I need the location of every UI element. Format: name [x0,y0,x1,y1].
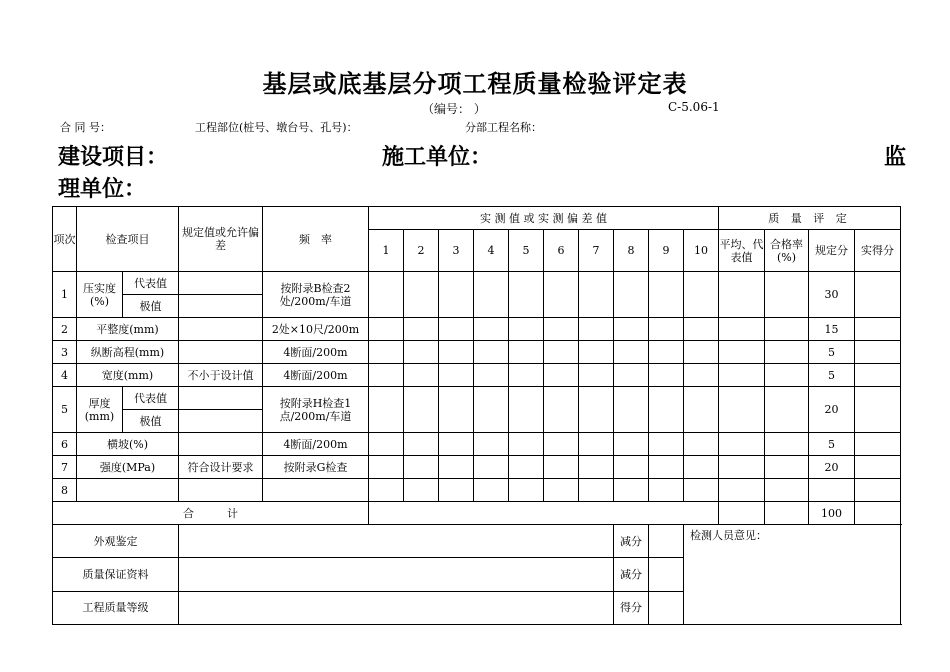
row-frequency[interactable] [263,479,369,502]
row-frequency: 按附录G检查 [263,456,369,479]
measure-cell[interactable] [649,433,684,456]
header-item: 检查项目 [77,207,179,272]
row-seq: 4 [53,364,77,387]
row-item: 横坡(%) [77,433,179,456]
measure-cell[interactable] [439,433,474,456]
measure-cell[interactable] [544,387,579,433]
measure-cell[interactable] [544,364,579,387]
measure-cell[interactable] [439,387,474,433]
measure-cell[interactable] [544,272,579,318]
measure-cell[interactable] [404,364,439,387]
spec-cell[interactable] [179,387,263,410]
contract-no-label: 合 同 号： [60,121,111,134]
measure-cell[interactable] [474,364,509,387]
measure-cell[interactable] [369,272,404,318]
measure-cell[interactable] [509,364,544,387]
header-measured: 实 测 值 或 实 测 偏 差 值 [369,207,719,230]
header-actual-score: 实得分 [855,230,901,272]
row-frequency: 4断面/200m [263,433,369,456]
measure-cell[interactable] [544,433,579,456]
spec-cell[interactable] [179,295,263,318]
spec-score-cell: 5 [809,364,855,387]
header-spec-score: 规定分 [809,230,855,272]
form-title: 基层或底基层分项工程质量检验评定表 [262,69,688,98]
measure-cell[interactable] [404,272,439,318]
measure-cell[interactable] [369,456,404,479]
spec-score-cell: 5 [809,433,855,456]
measure-cell[interactable] [544,318,579,341]
row-subitem: 代表值 [123,387,179,410]
measure-cell[interactable] [684,387,719,433]
supervisor-label-start: 监 [884,144,907,170]
row-item: 厚度(mm) [77,387,123,433]
total-label: 合 计 [53,502,369,525]
form-code: C-5.06-1 [668,100,720,114]
measure-cell[interactable] [684,318,719,341]
measure-cell[interactable] [684,479,719,502]
measure-cell[interactable] [614,479,649,502]
measure-cell[interactable] [404,456,439,479]
inspector-opinion[interactable]: 检测人员意见： [684,525,901,625]
appearance-deduct-label: 减分 [614,525,649,558]
measure-cell[interactable] [474,341,509,364]
spec-cell[interactable] [179,433,263,456]
measure-cell[interactable] [579,364,614,387]
actual-score-cell[interactable] [855,387,901,433]
measure-cell[interactable] [614,318,649,341]
row-item[interactable] [77,479,179,502]
measure-cell[interactable] [474,318,509,341]
measure-cell[interactable] [544,456,579,479]
measure-cell[interactable] [404,341,439,364]
row-frequency: 2处×10尺/200m [263,318,369,341]
spec-score-cell[interactable] [809,479,855,502]
row-item: 宽度(mm) [77,364,179,387]
header-pass-rate: 合格率(%) [765,230,809,272]
measure-cell[interactable] [579,479,614,502]
row-frequency: 4断面/200m [263,364,369,387]
measure-cell[interactable] [474,479,509,502]
actual-score-cell[interactable] [855,456,901,479]
measure-col-8: 8 [614,230,649,272]
actual-score-cell[interactable] [855,433,901,456]
measure-cell[interactable] [614,387,649,433]
measure-cell[interactable] [509,272,544,318]
measure-cell[interactable] [614,364,649,387]
row-seq: 6 [53,433,77,456]
spec-cell[interactable]: 不小于设计值 [179,364,263,387]
spec-cell[interactable] [179,341,263,364]
measure-cell[interactable] [579,341,614,364]
total-pass-rate-cell [765,502,809,525]
spec-cell[interactable] [179,410,263,433]
actual-score-cell[interactable] [855,318,901,341]
row-frequency: 按附录B检查2处/200m/车道 [263,272,369,318]
average-cell[interactable] [719,364,765,387]
average-cell[interactable] [719,318,765,341]
spec-score-cell: 30 [809,272,855,318]
score-input[interactable] [649,591,684,624]
measure-cell[interactable] [439,479,474,502]
header-seq: 项次 [53,207,77,272]
measure-cell[interactable] [614,272,649,318]
measure-col-4: 4 [474,230,509,272]
quality-docs-input[interactable] [179,558,614,591]
quality-docs-label: 质量保证资料 [53,558,179,591]
measure-col-3: 3 [439,230,474,272]
header-frequency: 频 率 [263,207,369,272]
row-seq: 8 [53,479,77,502]
measure-cell[interactable] [509,341,544,364]
measure-cell[interactable] [369,387,404,433]
measure-cell[interactable] [579,433,614,456]
pass-rate-cell[interactable] [765,364,809,387]
average-cell[interactable] [719,272,765,318]
measure-cell[interactable] [649,272,684,318]
measure-cell[interactable] [544,479,579,502]
actual-score-cell[interactable] [855,341,901,364]
measure-cell[interactable] [544,341,579,364]
measure-cell[interactable] [649,341,684,364]
total-actual-score-cell[interactable] [855,502,901,525]
actual-score-cell[interactable] [855,479,901,502]
measure-cell[interactable] [439,272,474,318]
appearance-label: 外观鉴定 [53,525,179,558]
measure-cell[interactable] [579,318,614,341]
measure-cell[interactable] [614,433,649,456]
measure-cell[interactable] [614,341,649,364]
row-item: 强度(MPa) [77,456,179,479]
average-cell[interactable] [719,456,765,479]
quality-docs-deduct-input[interactable] [649,558,684,591]
measure-cell[interactable] [684,456,719,479]
spec-cell[interactable]: 符合设计要求 [179,456,263,479]
pass-rate-cell[interactable] [765,479,809,502]
total-average-cell [719,502,765,525]
measure-cell[interactable] [684,341,719,364]
measure-cell[interactable] [474,456,509,479]
average-cell[interactable] [719,387,765,433]
measure-cell[interactable] [684,433,719,456]
header-spec: 规定值或允许偏差 [179,207,263,272]
measure-cell[interactable] [649,318,684,341]
row-frequency: 4断面/200m [263,341,369,364]
row-subitem: 极值 [123,410,179,433]
row-item: 平整度(mm) [77,318,179,341]
row-item: 纵断高程(mm) [77,341,179,364]
row-seq: 3 [53,341,77,364]
measure-cell[interactable] [474,272,509,318]
measure-cell[interactable] [404,387,439,433]
grade-input[interactable] [179,591,614,624]
pass-rate-cell[interactable] [765,433,809,456]
header-quality: 质 量 评 定 [719,207,901,230]
score-label: 得分 [614,591,649,624]
measure-cell[interactable] [474,433,509,456]
measure-cell[interactable] [509,433,544,456]
spec-score-cell: 5 [809,341,855,364]
measure-col-10: 10 [684,230,719,272]
measure-cell[interactable] [369,341,404,364]
measure-cell[interactable] [614,456,649,479]
measure-col-1: 1 [369,230,404,272]
measure-col-7: 7 [579,230,614,272]
spec-cell[interactable] [179,318,263,341]
measure-cell[interactable] [404,479,439,502]
row-subitem: 代表值 [123,272,179,295]
actual-score-cell[interactable] [855,364,901,387]
measure-col-5: 5 [509,230,544,272]
row-seq: 1 [53,272,77,318]
measure-col-9: 9 [649,230,684,272]
measure-cell[interactable] [474,387,509,433]
spec-cell[interactable] [179,272,263,295]
header-average: 平均、代表值 [719,230,765,272]
measure-cell[interactable] [509,318,544,341]
measure-cell[interactable] [404,318,439,341]
quality-docs-deduct-label: 减分 [614,558,649,591]
measure-cell[interactable] [649,364,684,387]
pass-rate-cell[interactable] [765,387,809,433]
appearance-input[interactable] [179,525,614,558]
location-label: 工程部位(桩号、墩台号、孔号)： [195,121,358,134]
measure-col-2: 2 [404,230,439,272]
row-item: 压实度(%) [77,272,123,318]
spec-cell[interactable] [179,479,263,502]
measure-cell[interactable] [579,272,614,318]
measure-cell[interactable] [649,387,684,433]
measure-cell[interactable] [579,387,614,433]
pass-rate-cell[interactable] [765,456,809,479]
measure-cell[interactable] [369,479,404,502]
measure-cell[interactable] [509,456,544,479]
spec-score-cell: 20 [809,456,855,479]
measure-cell[interactable] [439,456,474,479]
measure-cell[interactable] [509,479,544,502]
row-subitem: 极值 [123,295,179,318]
row-seq: 5 [53,387,77,433]
measure-cell[interactable] [579,456,614,479]
measure-cell[interactable] [684,364,719,387]
appearance-deduct-input[interactable] [649,525,684,558]
measure-cell[interactable] [369,364,404,387]
subproject-label: 分部工程名称： [465,121,542,134]
measure-cell[interactable] [439,364,474,387]
pass-rate-cell[interactable] [765,318,809,341]
pass-rate-cell[interactable] [765,272,809,318]
serial-number-label: （编号： ） [422,102,486,116]
total-measured-cell [369,502,719,525]
contractor-label: 施工单位： [382,144,493,170]
row-seq: 7 [53,456,77,479]
row-seq: 2 [53,318,77,341]
average-cell[interactable] [719,479,765,502]
spec-score-cell: 20 [809,387,855,433]
measure-cell[interactable] [439,318,474,341]
measure-cell[interactable] [684,272,719,318]
pass-rate-cell[interactable] [765,341,809,364]
average-cell[interactable] [719,341,765,364]
measure-col-6: 6 [544,230,579,272]
actual-score-cell[interactable] [855,272,901,318]
measure-cell[interactable] [649,456,684,479]
grade-label: 工程质量等级 [53,591,179,624]
average-cell[interactable] [719,433,765,456]
supervisor-label-end: 理单位： [58,176,147,202]
measure-cell[interactable] [439,341,474,364]
measure-cell[interactable] [369,318,404,341]
measure-cell[interactable] [369,433,404,456]
measure-cell[interactable] [649,479,684,502]
measure-cell[interactable] [509,387,544,433]
row-frequency: 按附录H检查1点/200m/车道 [263,387,369,433]
inspection-table [52,206,901,625]
spec-score-cell: 15 [809,318,855,341]
measure-cell[interactable] [404,433,439,456]
construction-project-label: 建设项目： [58,144,169,170]
total-score: 100 [809,502,855,525]
